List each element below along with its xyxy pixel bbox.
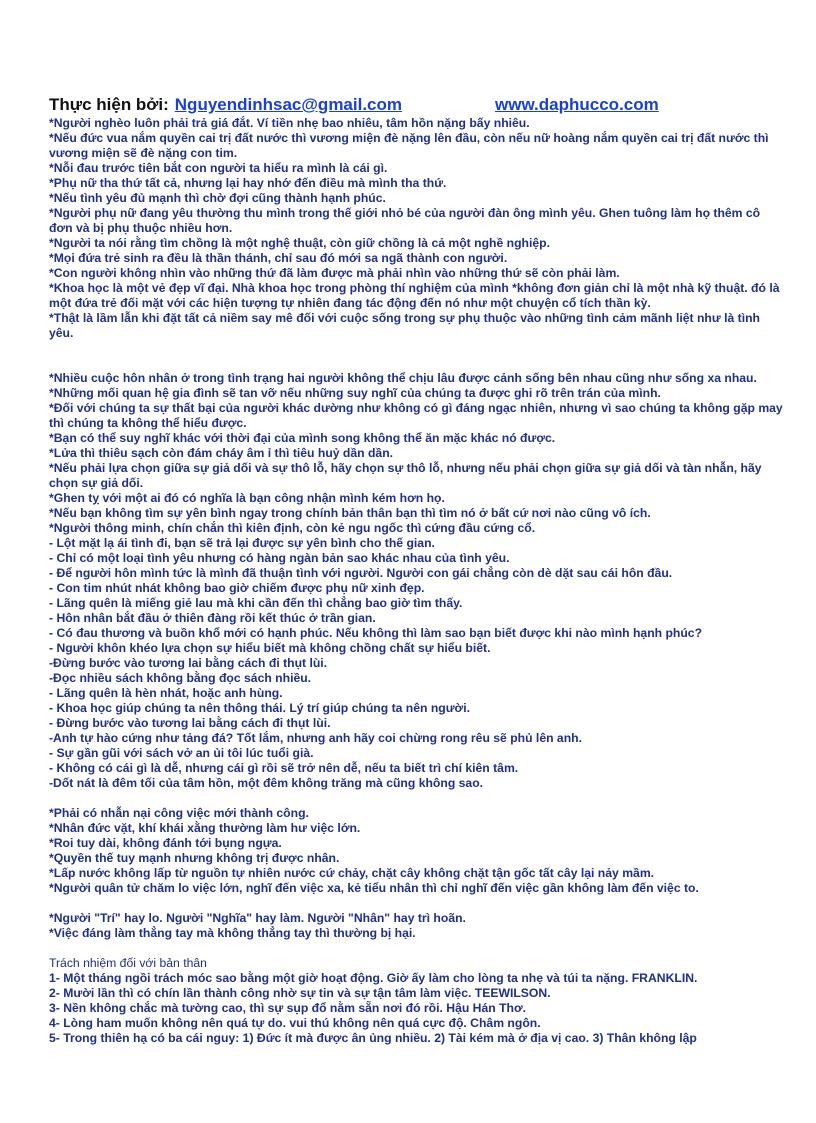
spacer [49, 896, 784, 911]
quote-block-2 [49, 371, 784, 791]
header [49, 95, 784, 115]
quote-line: - Sự gần gũi với sách vở an ủi tôi lúc tuổi già. [49, 746, 314, 760]
spacer [49, 791, 784, 806]
quote-line: *Phụ nữ tha thứ tất cả, nhưng lại hay nhớ đến điều mà mình tha thứ. [49, 176, 447, 190]
quote-line: *Nếu phải lựa chọn giữa sự giả dối và sự thô lỗ, hãy chọn sự thô lỗ, nhưng nếu phải chọn giữa sự giả dối và tàn nhẫn, hãy chọn sự giả dối. [49, 461, 762, 490]
quote-line: - Hôn nhân bắt đầu ở thiên đàng rồi kết thúc ở trần gian. [49, 611, 376, 625]
quote-line: 3- Nền không chắc mà tường cao, thì sự sụp đổ nằm sẵn nơi đó rồi. Hậu Hán Thơ. [49, 1001, 527, 1015]
quote-line: *Lửa thì thiêu sạch còn đám cháy âm ỉ thì tiêu huỷ dần dần. [49, 446, 394, 460]
spacer [49, 341, 784, 371]
quote-line: *Quyền thế tuy mạnh nhưng không trị được nhân. [49, 851, 340, 865]
quote-block-3 [49, 806, 784, 896]
quote-line: - Chỉ có một loại tình yêu nhưng có hàng ngàn bản sao khác nhau của tình yêu. [49, 551, 510, 565]
quote-line: 1- Một tháng ngồi trách móc sao bằng một giờ hoạt động. Giờ ấy làm cho lòng ta nhẹ và túi ta nặng. FRANKLIN. [49, 971, 698, 985]
quote-line: -Anh tự hào cứng như tảng đá? Tốt lắm, nhưng anh hãy coi chừng rong rêu sẽ phủ lên anh. [49, 731, 582, 745]
quote-line: *Con người không nhìn vào những thứ đã làm được mà phải nhìn vào những thứ sẽ còn phải làm. [49, 266, 620, 280]
quote-line: *Ghen tỵ với một ai đó có nghĩa là bạn công nhận mình kém hơn họ. [49, 491, 445, 505]
quote-line: -Đừng bước vào tương lai bằng cách đi thụt lùi. [49, 656, 328, 670]
quote-line: *Nỗi đau trước tiên bắt con người ta hiểu ra mình là cái gì. [49, 161, 388, 175]
quote-line: *Nếu bạn không tìm sự yên bình ngay trong chính bản thân bạn thì tìm nó ở bất cứ nơi nào cũng vô ích. [49, 506, 651, 520]
quote-line: -Dốt nát là đêm tối của tâm hồn, một đêm không trăng mà cũng không sao. [49, 776, 484, 790]
quote-line: *Phải có nhẫn nại công việc mới thành công. [49, 806, 309, 820]
document-page [49, 95, 784, 1046]
quote-line: *Đối với chúng ta sự thất bại của người khác dường như không có gì đáng ngạc nhiên, nhưng vì sao chúng ta không gặp may thì chúng ta không thể hiểu được. [49, 401, 783, 430]
quote-line: *Roi tuy dài, không đánh tới bụng ngựa. [49, 836, 282, 850]
quote-line: - Để người hôn mình tức là mình đã thuận tình với người. Người con gái chẳng còn dè dặt sau cái hôn đầu. [49, 566, 673, 580]
quote-line: *Người ta nói rằng tìm chồng là một nghệ thuật, còn giữ chồng là cả một nghề nghiệp. [49, 236, 550, 250]
quote-line: *Nhân đức vặt, khí khái xằng thường làm hư việc lớn. [49, 821, 361, 835]
quote-line: -Đọc nhiều sách không bằng đọc sách nhiều. [49, 671, 312, 685]
quote-line: *Bạn có thể suy nghĩ khác với thời đại của mình song không thể ăn mặc khác nó được. [49, 431, 556, 445]
quote-line: *Nếu đức vua nắm quyền cai trị đất nước thì vương miện đè nặng lên đầu, còn nếu nữ hoàng nắm quyền cai trị đất nước thì vương miện sẽ đè nặng con tim. [49, 131, 769, 160]
quote-block-5 [49, 956, 784, 1046]
quote-line: *Những mối quan hệ gia đình sẽ tan vỡ nếu những suy nghĩ của chúng ta được ghi rõ trên trán của mình. [49, 386, 661, 400]
quote-line: *Mọi đứa trẻ sinh ra đều là thần thánh, chỉ sau đó mới sa ngã thành con người. [49, 251, 508, 265]
quote-line: - Đừng bước vào tương lai bằng cách đi thụt lùi. [49, 716, 331, 730]
quote-line: *Việc đáng làm thẳng tay mà không thẳng tay thì thường bị hại. [49, 926, 416, 940]
quote-line: - Người khôn khéo lựa chọn sự hiểu biết mà không chồng chất sự hiểu biết. [49, 641, 491, 655]
quote-line: - Khoa học giúp chúng ta nên thông thái. Lý trí giúp chúng ta nên người. [49, 701, 470, 715]
quote-line: *Lấp nước không lấp từ nguồn tự nhiên nước cứ chảy, chặt cây không chặt tận gốc tất cây lại nảy mầm. [49, 866, 655, 880]
quote-line: - Lột mặt lạ ái tình đi, bạn sẽ trả lại được sự yên bình cho thế gian. [49, 536, 435, 550]
quote-line: *Thật là lầm lẫn khi đặt tất cả niềm say mê đối với cuộc sống trong sự phụ thuộc vào những tình cảm mãnh liệt như là tình yêu. [49, 311, 760, 340]
quote-line: - Lãng quên là miếng giẻ lau mà khi cần đến thì chẳng bao giờ tìm thấy. [49, 596, 463, 610]
quote-line: *Khoa học là một vẻ đẹp vĩ đại. Nhà khoa học trong phòng thí nghiệm của mình *không đơn giản chỉ là một nhà kỹ thuật. đó là một đứa trẻ đối mặt với các hiện tượng tự nhiên đang tác động đến nó như một chuyện cổ tích thần kỳ. [49, 281, 780, 310]
quote-block-4 [49, 911, 784, 941]
spacer [49, 941, 784, 956]
quote-line: - Lãng quên là hèn nhát, hoặc anh hùng. [49, 686, 283, 700]
quote-line: 4- Lòng ham muốn không nên quá tự do. vui thú không nên quá cực độ. Châm ngôn. [49, 1016, 541, 1030]
quote-line: *Nhiều cuộc hôn nhân ở trong tình trạng hai người không thể chịu lâu được cảnh sống bên nhau cũng như sống xa nhau. [49, 371, 757, 385]
quote-line: - Con tim nhút nhát không bao giờ chiếm được phụ nữ xinh đẹp. [49, 581, 425, 595]
email-link[interactable]: Nguyendinhsac@gmail.com [174, 95, 403, 114]
section-heading: Trách nhiệm đối với bản thân [49, 956, 207, 970]
author-label: Thực hiện bởi: [49, 95, 169, 114]
quote-line: *Người "Trí" hay lo. Người "Nghĩa" hay làm. Người "Nhân" hay trì hoãn. [49, 911, 466, 925]
quote-line: - Có đau thương và buồn khổ mới có hạnh phúc. Nếu không thì làm sao bạn biết được khi nào mình hạnh phúc? [49, 626, 703, 640]
quote-line: 2- Mười lần thì có chín lần thành công nhờ sự tin và sự tận tâm làm việc. TEEWILSON. [49, 986, 551, 1000]
quote-line: *Người quân tử chăm lo việc lớn, nghĩ đến việc xa, kẻ tiểu nhân thì chỉ nghĩ đến việc gần không làm đến việc to. [49, 881, 699, 895]
quote-line: - Không có cái gì là dễ, nhưng cái gì rồi sẽ trở nên dễ, nếu ta biết trì chí kiên tâm. [49, 761, 519, 775]
quote-block-1 [49, 116, 784, 341]
quote-line: *Người phụ nữ đang yêu thường thu mình trong thế giới nhỏ bé của người đàn ông mình yêu. Ghen tuông làm họ thêm cô đơn và bị phụ thuộc nhiều hơn. [49, 206, 761, 235]
website-link[interactable]: www.daphucco.com [495, 95, 659, 114]
quote-line: 5- Trong thiên hạ có ba cái nguy: 1) Đức ít mà được ân ủng nhiều. 2) Tài kém mà ở địa vị cao. 3) Thân không lập [49, 1031, 697, 1045]
quote-line: *Nếu tình yêu đủ mạnh thì chờ đợi cũng thành hạnh phúc. [49, 191, 386, 205]
quote-line: *Người nghèo luôn phải trả giá đắt. Ví tiền nhẹ bao nhiêu, tâm hồn nặng bấy nhiêu. [49, 116, 530, 130]
quote-line: *Người thông minh, chín chắn thì kiên định, còn kẻ ngu ngốc thì cứng đầu cứng cổ. [49, 521, 536, 535]
